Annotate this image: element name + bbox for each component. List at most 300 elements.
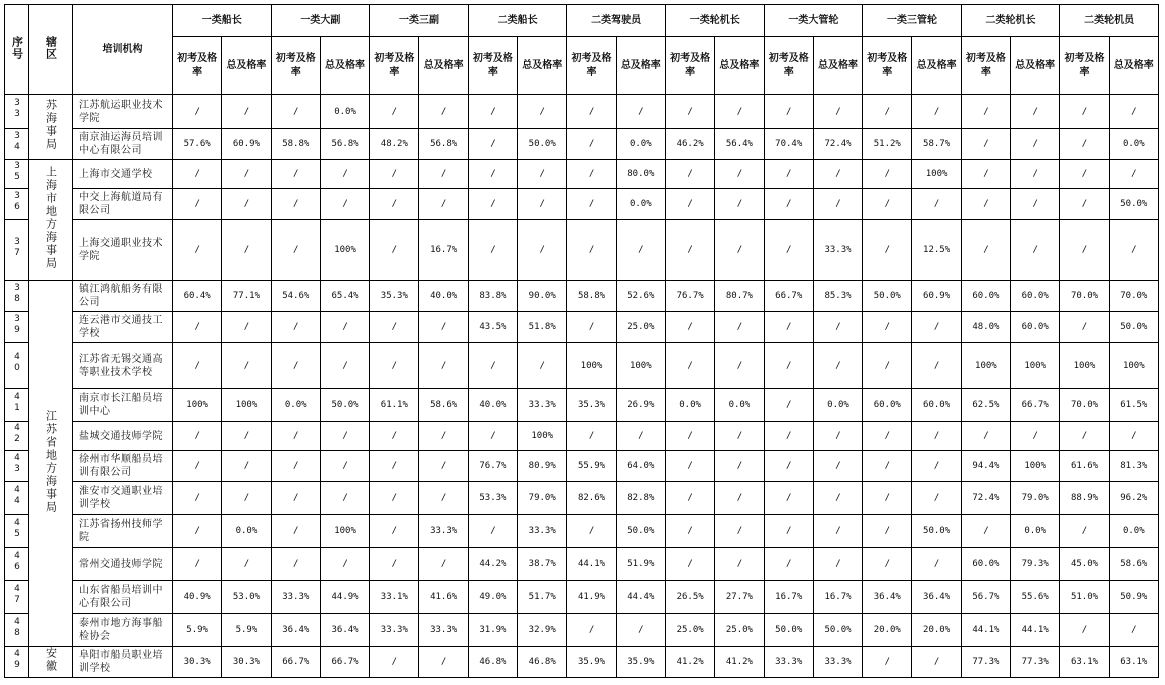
rate-cell: 96.2% — [1109, 482, 1158, 515]
rate-cell: 64.0% — [616, 451, 665, 482]
rate-cell: / — [173, 95, 222, 129]
rate-cell: 44.4% — [616, 581, 665, 614]
rate-cell: / — [715, 343, 764, 389]
rate-cell: 70.0% — [1109, 281, 1158, 312]
rate-cell: / — [567, 614, 616, 647]
header-first-exam: 初考及格率 — [863, 37, 912, 95]
rate-cell: / — [320, 482, 369, 515]
header-first-exam: 初考及格率 — [665, 37, 714, 95]
rate-cell: / — [419, 647, 468, 678]
rate-cell: / — [518, 95, 567, 129]
rate-cell: / — [665, 160, 714, 189]
header-first-exam: 初考及格率 — [173, 37, 222, 95]
rate-cell: 60.0% — [961, 281, 1010, 312]
table-row — [5, 343, 1159, 389]
header-seq — [5, 5, 29, 95]
rate-cell: 63.1% — [1109, 647, 1158, 678]
row-seq-value: 44 — [12, 484, 22, 507]
rate-cell: / — [863, 482, 912, 515]
row-org: 山东省船员培训中心有限公司 — [73, 581, 173, 614]
header-category: 一类大管轮 — [764, 5, 863, 37]
rate-cell: 77.3% — [961, 647, 1010, 678]
rate-cell: / — [222, 482, 271, 515]
rate-cell: 72.4% — [961, 482, 1010, 515]
header-category: 二类船长 — [468, 5, 567, 37]
rate-cell: / — [518, 343, 567, 389]
rate-cell: / — [1011, 129, 1060, 160]
header-org: 培训机构 — [73, 5, 173, 95]
rate-cell: 0.0% — [271, 389, 320, 422]
rate-cell: 33.3% — [813, 220, 862, 281]
rate-cell: 44.1% — [567, 548, 616, 581]
rate-cell: / — [665, 189, 714, 220]
rate-cell: / — [1011, 95, 1060, 129]
rate-cell: 38.7% — [518, 548, 567, 581]
rate-cell: / — [370, 482, 419, 515]
rate-cell: / — [271, 95, 320, 129]
rate-cell: / — [813, 482, 862, 515]
rate-cell: 40.0% — [419, 281, 468, 312]
rate-cell: 83.8% — [468, 281, 517, 312]
rate-cell: / — [468, 95, 517, 129]
rate-cell: / — [271, 343, 320, 389]
row-seq — [5, 220, 29, 281]
table-row — [5, 129, 1159, 160]
row-seq-value: 49 — [12, 648, 22, 671]
region-name: 安徽 — [44, 647, 58, 673]
rate-cell: / — [1011, 220, 1060, 281]
rate-cell: / — [222, 343, 271, 389]
rate-cell: 20.0% — [912, 614, 961, 647]
rate-cell: / — [1060, 129, 1109, 160]
header-total: 总及格率 — [222, 37, 271, 95]
row-seq — [5, 614, 29, 647]
rate-cell: 100% — [173, 389, 222, 422]
header-total: 总及格率 — [1011, 37, 1060, 95]
rate-cell: 0.0% — [715, 389, 764, 422]
rate-cell: / — [370, 515, 419, 548]
rate-cell: / — [813, 95, 862, 129]
header-region — [29, 5, 73, 95]
rate-cell: 46.2% — [665, 129, 714, 160]
rate-cell: 48.0% — [961, 312, 1010, 343]
rate-cell: / — [518, 189, 567, 220]
rate-cell: / — [419, 95, 468, 129]
rate-cell: / — [863, 515, 912, 548]
header-first-exam: 初考及格率 — [468, 37, 517, 95]
table-row — [5, 312, 1159, 343]
rate-cell: 53.3% — [468, 482, 517, 515]
rate-cell: 66.7% — [320, 647, 369, 678]
rate-cell: 33.1% — [370, 581, 419, 614]
header-total: 总及格率 — [1109, 37, 1158, 95]
rate-cell: / — [1109, 95, 1158, 129]
rate-cell: 50.0% — [320, 389, 369, 422]
rate-cell: / — [1109, 160, 1158, 189]
rate-cell: / — [715, 515, 764, 548]
rate-cell: 100% — [961, 343, 1010, 389]
rate-cell: / — [271, 312, 320, 343]
rate-cell: 85.3% — [813, 281, 862, 312]
rate-cell: / — [271, 451, 320, 482]
rate-cell: / — [468, 189, 517, 220]
header-first-exam: 初考及格率 — [271, 37, 320, 95]
rate-cell: 33.3% — [813, 647, 862, 678]
rate-cell: / — [271, 482, 320, 515]
rate-cell: 33.3% — [271, 581, 320, 614]
rate-cell: / — [320, 451, 369, 482]
row-seq — [5, 343, 29, 389]
rate-cell: 100% — [1060, 343, 1109, 389]
rate-cell: 31.9% — [468, 614, 517, 647]
rate-cell: / — [715, 548, 764, 581]
rate-cell: 50.0% — [616, 515, 665, 548]
rate-cell: / — [813, 515, 862, 548]
rate-cell: / — [764, 482, 813, 515]
rate-cell: 33.3% — [764, 647, 813, 678]
rate-cell: 0.0% — [222, 515, 271, 548]
rate-cell: / — [665, 312, 714, 343]
rate-cell: / — [222, 189, 271, 220]
pass-rate-table — [4, 4, 1159, 678]
rate-cell: 60.9% — [912, 281, 961, 312]
rate-cell: / — [1011, 422, 1060, 451]
row-seq — [5, 422, 29, 451]
rate-cell: 80.9% — [518, 451, 567, 482]
table-row — [5, 422, 1159, 451]
rate-cell: 53.0% — [222, 581, 271, 614]
rate-cell: / — [813, 160, 862, 189]
rate-cell: 35.3% — [370, 281, 419, 312]
rate-cell: 76.7% — [665, 281, 714, 312]
rate-cell: 30.3% — [222, 647, 271, 678]
rate-cell: / — [320, 548, 369, 581]
rate-cell: 0.0% — [616, 189, 665, 220]
rate-cell: / — [173, 343, 222, 389]
rate-cell: / — [173, 451, 222, 482]
rate-cell: 51.8% — [518, 312, 567, 343]
rate-cell: 55.6% — [1011, 581, 1060, 614]
row-org: 南京市长江船员培训中心 — [73, 389, 173, 422]
rate-cell: / — [764, 343, 813, 389]
rate-cell: / — [1060, 614, 1109, 647]
rate-cell: / — [370, 189, 419, 220]
row-org: 常州交通技师学院 — [73, 548, 173, 581]
rate-cell: / — [715, 220, 764, 281]
rate-cell: / — [1060, 220, 1109, 281]
rate-cell: / — [616, 422, 665, 451]
rate-cell: 44.9% — [320, 581, 369, 614]
region-cell — [29, 95, 73, 160]
rate-cell: 12.5% — [912, 220, 961, 281]
rate-cell: / — [222, 451, 271, 482]
rate-cell: 60.0% — [961, 548, 1010, 581]
rate-cell: 77.1% — [222, 281, 271, 312]
rate-cell: / — [567, 160, 616, 189]
rate-cell: 94.4% — [961, 451, 1010, 482]
rate-cell: 51.0% — [1060, 581, 1109, 614]
header-first-exam: 初考及格率 — [567, 37, 616, 95]
header-row-2 — [5, 37, 1159, 95]
rate-cell: / — [468, 129, 517, 160]
row-org: 上海市交通学校 — [73, 160, 173, 189]
rate-cell: 50.0% — [1109, 312, 1158, 343]
rate-cell: / — [468, 343, 517, 389]
row-seq — [5, 515, 29, 548]
header-category: 二类轮机员 — [1060, 5, 1159, 37]
header-region-label: 辖区 — [44, 35, 58, 60]
rate-cell: / — [715, 482, 764, 515]
rate-cell: / — [567, 189, 616, 220]
rate-cell: / — [173, 189, 222, 220]
rate-cell: / — [863, 343, 912, 389]
rate-cell: / — [173, 312, 222, 343]
rate-cell: / — [567, 220, 616, 281]
rate-cell: 0.0% — [1011, 515, 1060, 548]
rate-cell: 100% — [518, 422, 567, 451]
rate-cell: 54.6% — [271, 281, 320, 312]
rate-cell: 36.4% — [912, 581, 961, 614]
rate-cell: 35.9% — [616, 647, 665, 678]
rate-cell: 41.2% — [665, 647, 714, 678]
rate-cell: / — [813, 548, 862, 581]
row-seq-value: 39 — [12, 313, 22, 336]
rate-cell: 70.4% — [764, 129, 813, 160]
rate-cell: / — [419, 451, 468, 482]
header-total: 总及格率 — [616, 37, 665, 95]
rate-cell: 25.0% — [616, 312, 665, 343]
rate-cell: / — [665, 451, 714, 482]
rate-cell: / — [1060, 189, 1109, 220]
rate-cell: / — [665, 515, 714, 548]
rate-cell: 63.1% — [1060, 647, 1109, 678]
rate-cell: 60.4% — [173, 281, 222, 312]
rate-cell: 50.0% — [1109, 189, 1158, 220]
header-category: 一类三副 — [370, 5, 469, 37]
rate-cell: / — [961, 220, 1010, 281]
rate-cell: / — [863, 647, 912, 678]
rate-cell: 51.7% — [518, 581, 567, 614]
table-row — [5, 647, 1159, 678]
rate-cell: / — [715, 95, 764, 129]
header-first-exam: 初考及格率 — [764, 37, 813, 95]
table-row — [5, 220, 1159, 281]
rate-cell: / — [271, 220, 320, 281]
rate-cell: 33.3% — [518, 389, 567, 422]
rate-cell: 61.5% — [1109, 389, 1158, 422]
header-category: 二类驾驶员 — [567, 5, 666, 37]
rate-cell: / — [1011, 160, 1060, 189]
rate-cell: / — [764, 389, 813, 422]
rate-cell: 33.3% — [419, 515, 468, 548]
rate-cell: / — [518, 220, 567, 281]
rate-cell: 82.8% — [616, 482, 665, 515]
rate-cell: 57.6% — [173, 129, 222, 160]
rate-cell: 66.7% — [764, 281, 813, 312]
rate-cell: 27.7% — [715, 581, 764, 614]
rate-cell: / — [665, 343, 714, 389]
rate-cell: 56.4% — [715, 129, 764, 160]
rate-cell: 100% — [912, 160, 961, 189]
rate-cell: / — [222, 160, 271, 189]
rate-cell: 60.0% — [912, 389, 961, 422]
rate-cell: 51.2% — [863, 129, 912, 160]
row-seq-value: 41 — [12, 391, 22, 414]
rate-cell: 16.7% — [813, 581, 862, 614]
rate-cell: 51.9% — [616, 548, 665, 581]
rate-cell: / — [1109, 422, 1158, 451]
rate-cell: / — [764, 548, 813, 581]
rate-cell: 25.0% — [715, 614, 764, 647]
rate-cell: 70.0% — [1060, 389, 1109, 422]
rate-cell: 79.0% — [1011, 482, 1060, 515]
rate-cell: / — [468, 220, 517, 281]
rate-cell: / — [320, 343, 369, 389]
rate-cell: / — [419, 422, 468, 451]
row-org: 江苏省扬州技师学院 — [73, 515, 173, 548]
rate-cell: 41.2% — [715, 647, 764, 678]
rate-cell: 48.2% — [370, 129, 419, 160]
rate-cell: 60.9% — [222, 129, 271, 160]
rate-cell: / — [764, 312, 813, 343]
rate-cell: / — [173, 482, 222, 515]
row-org: 泰州市地方海事船检协会 — [73, 614, 173, 647]
rate-cell: 77.3% — [1011, 647, 1060, 678]
rate-cell: / — [912, 451, 961, 482]
rate-cell: 66.7% — [271, 647, 320, 678]
row-seq-value: 36 — [12, 190, 22, 213]
rate-cell: / — [271, 160, 320, 189]
rate-cell: / — [370, 95, 419, 129]
rate-cell: / — [419, 189, 468, 220]
rate-cell: 0.0% — [1109, 129, 1158, 160]
rate-cell: / — [370, 343, 419, 389]
region-cell — [29, 647, 73, 678]
rate-cell: / — [468, 422, 517, 451]
row-seq-value: 34 — [12, 130, 22, 153]
rate-cell: 30.3% — [173, 647, 222, 678]
rate-cell: / — [567, 515, 616, 548]
rate-cell: 55.9% — [567, 451, 616, 482]
row-org: 阜阳市船员职业培训学校 — [73, 647, 173, 678]
row-seq — [5, 482, 29, 515]
rate-cell: / — [912, 343, 961, 389]
table-row — [5, 548, 1159, 581]
row-org: 镇江鸿航船务有限公司 — [73, 281, 173, 312]
rate-cell: / — [665, 548, 714, 581]
header-row-1 — [5, 5, 1159, 37]
rate-cell: 25.0% — [665, 614, 714, 647]
rate-cell: 100% — [1109, 343, 1158, 389]
rate-cell: 90.0% — [518, 281, 567, 312]
rate-cell: / — [567, 129, 616, 160]
row-seq-value: 40 — [12, 352, 22, 374]
rate-cell: / — [961, 129, 1010, 160]
rate-cell: 62.5% — [961, 389, 1010, 422]
rate-cell: 58.6% — [1109, 548, 1158, 581]
row-seq — [5, 129, 29, 160]
rate-cell: / — [616, 95, 665, 129]
rate-cell: / — [764, 220, 813, 281]
row-org: 江苏省无锡交通高等职业技术学校 — [73, 343, 173, 389]
rate-cell: / — [370, 160, 419, 189]
region-name: 苏海事局 — [44, 99, 58, 151]
rate-cell: / — [370, 548, 419, 581]
rate-cell: 41.6% — [419, 581, 468, 614]
rate-cell: / — [1060, 422, 1109, 451]
rate-cell: / — [222, 220, 271, 281]
rate-cell: 100% — [567, 343, 616, 389]
row-seq — [5, 451, 29, 482]
rate-cell: / — [863, 422, 912, 451]
header-first-exam: 初考及格率 — [370, 37, 419, 95]
rate-cell: / — [370, 422, 419, 451]
rate-cell: 61.1% — [370, 389, 419, 422]
rate-cell: / — [912, 312, 961, 343]
row-seq — [5, 281, 29, 312]
row-seq — [5, 160, 29, 189]
rate-cell: 35.9% — [567, 647, 616, 678]
rate-cell: / — [173, 515, 222, 548]
row-seq-value: 37 — [12, 236, 22, 259]
rate-cell: 35.3% — [567, 389, 616, 422]
rate-cell: / — [715, 312, 764, 343]
table-row — [5, 281, 1159, 312]
rate-cell: / — [961, 515, 1010, 548]
rate-cell: 82.6% — [567, 482, 616, 515]
rate-cell: 60.0% — [1011, 312, 1060, 343]
rate-cell: / — [419, 160, 468, 189]
rate-cell: 56.7% — [961, 581, 1010, 614]
rate-cell: / — [173, 422, 222, 451]
rate-cell: 61.6% — [1060, 451, 1109, 482]
rate-cell: 76.7% — [468, 451, 517, 482]
rate-cell: / — [912, 189, 961, 220]
row-seq-value: 35 — [12, 160, 22, 183]
rate-cell: 16.7% — [764, 581, 813, 614]
row-seq-value: 46 — [12, 550, 22, 573]
rate-cell: 49.0% — [468, 581, 517, 614]
rate-cell: / — [863, 189, 912, 220]
rate-cell: 60.0% — [863, 389, 912, 422]
rate-cell: 58.8% — [271, 129, 320, 160]
header-total: 总及格率 — [813, 37, 862, 95]
rate-cell: 56.8% — [419, 129, 468, 160]
rate-cell: / — [419, 482, 468, 515]
rate-cell: / — [370, 451, 419, 482]
header-category: 一类轮机长 — [665, 5, 764, 37]
rate-cell: / — [665, 95, 714, 129]
rate-cell: / — [665, 482, 714, 515]
rate-cell: / — [616, 220, 665, 281]
rate-cell: 32.9% — [518, 614, 567, 647]
rate-cell: / — [419, 343, 468, 389]
rate-cell: 33.3% — [518, 515, 567, 548]
row-seq — [5, 581, 29, 614]
rate-cell: 40.0% — [468, 389, 517, 422]
rate-cell: 100% — [616, 343, 665, 389]
row-seq-value: 43 — [12, 452, 22, 475]
row-seq-value: 47 — [12, 583, 22, 606]
rate-cell: / — [222, 95, 271, 129]
rate-cell: / — [912, 647, 961, 678]
rate-cell: 50.0% — [912, 515, 961, 548]
rate-cell: / — [271, 189, 320, 220]
rate-cell: 79.3% — [1011, 548, 1060, 581]
header-total: 总及格率 — [518, 37, 567, 95]
row-org: 淮安市交通职业培训学校 — [73, 482, 173, 515]
rate-cell: / — [715, 189, 764, 220]
